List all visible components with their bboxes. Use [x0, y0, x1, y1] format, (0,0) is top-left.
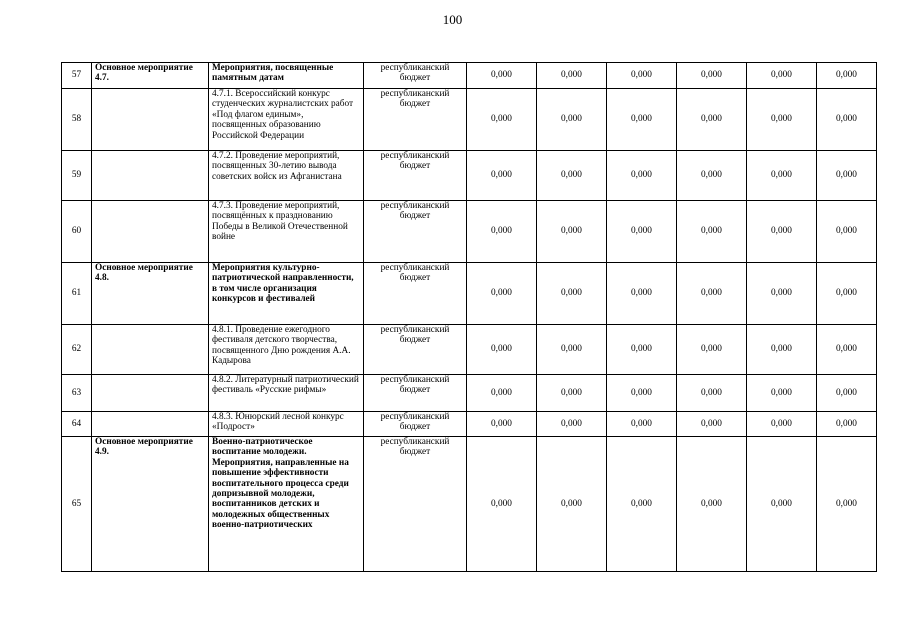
measure-description-cell: 4.7.3. Проведение мероприятий, посвящённых к празднованию Победы в Великой Отечественной войне — [209, 201, 364, 263]
amount-cell: 0,000 — [677, 437, 747, 572]
amount-cell: 0,000 — [537, 263, 607, 325]
amount-cell: 0,000 — [677, 263, 747, 325]
table-row — [62, 375, 877, 412]
measure-code-cell — [92, 151, 209, 201]
amount-cell: 0,000 — [747, 201, 817, 263]
amount-cell: 0,000 — [607, 89, 677, 151]
table-row — [62, 325, 877, 375]
measure-description-cell: 4.8.1. Проведение ежегодного фестиваля детского творчества, посвященного Дню рождения А.А. Кадырова — [209, 325, 364, 375]
funding-source-cell: республиканский бюджет — [364, 412, 467, 437]
amount-cell: 0,000 — [747, 412, 817, 437]
amount-cell: 0,000 — [537, 201, 607, 263]
amount-cell: 0,000 — [537, 63, 607, 89]
amount-cell: 0,000 — [817, 437, 877, 572]
measure-description-cell: Мероприятия, посвященные памятным датам — [209, 63, 364, 89]
amount-cell: 0,000 — [467, 412, 537, 437]
amount-cell: 0,000 — [607, 437, 677, 572]
measure-description-cell: 4.8.2. Литературный патриотический фестиваль «Русские рифмы» — [209, 375, 364, 412]
amount-cell: 0,000 — [747, 263, 817, 325]
measure-code-cell — [92, 375, 209, 412]
amount-cell: 0,000 — [677, 151, 747, 201]
amount-cell: 0,000 — [817, 89, 877, 151]
amount-cell: 0,000 — [607, 263, 677, 325]
amount-cell: 0,000 — [467, 63, 537, 89]
amount-cell: 0,000 — [467, 325, 537, 375]
row-number-cell: 64 — [62, 412, 92, 437]
funding-source-cell: республиканский бюджет — [364, 375, 467, 412]
amount-cell: 0,000 — [537, 437, 607, 572]
measure-code-cell — [92, 325, 209, 375]
row-number-cell: 63 — [62, 375, 92, 412]
table-row — [62, 63, 877, 89]
amount-cell: 0,000 — [677, 412, 747, 437]
row-number-cell: 62 — [62, 325, 92, 375]
amount-cell: 0,000 — [607, 201, 677, 263]
table-row — [62, 412, 877, 437]
amount-cell: 0,000 — [817, 263, 877, 325]
amount-cell: 0,000 — [467, 375, 537, 412]
row-number-cell: 65 — [62, 437, 92, 572]
row-number-cell: 57 — [62, 63, 92, 89]
row-number-cell: 59 — [62, 151, 92, 201]
measure-description-cell: 4.8.3. Юнюрский лесной конкурс «Подрост» — [209, 412, 364, 437]
amount-cell: 0,000 — [537, 375, 607, 412]
measure-code-cell: Основное мероприятие 4.8. — [92, 263, 209, 325]
measure-code-cell: Основное мероприятие 4.7. — [92, 63, 209, 89]
amount-cell: 0,000 — [747, 437, 817, 572]
amount-cell: 0,000 — [607, 412, 677, 437]
measure-code-cell — [92, 89, 209, 151]
amount-cell: 0,000 — [677, 325, 747, 375]
funding-source-cell: республиканский бюджет — [364, 89, 467, 151]
amount-cell: 0,000 — [747, 325, 817, 375]
amount-cell: 0,000 — [817, 412, 877, 437]
table-body — [62, 63, 877, 572]
table-row — [62, 201, 877, 263]
amount-cell: 0,000 — [817, 201, 877, 263]
measure-code-cell — [92, 201, 209, 263]
amount-cell: 0,000 — [747, 63, 817, 89]
amount-cell: 0,000 — [747, 89, 817, 151]
amount-cell: 0,000 — [537, 151, 607, 201]
amount-cell: 0,000 — [677, 63, 747, 89]
amount-cell: 0,000 — [467, 201, 537, 263]
row-number-cell: 58 — [62, 89, 92, 151]
funding-source-cell: республиканский бюджет — [364, 437, 467, 572]
budget-table — [61, 62, 877, 572]
amount-cell: 0,000 — [747, 375, 817, 412]
row-number-cell: 60 — [62, 201, 92, 263]
amount-cell: 0,000 — [467, 151, 537, 201]
amount-cell: 0,000 — [747, 151, 817, 201]
measure-code-cell — [92, 412, 209, 437]
amount-cell: 0,000 — [607, 63, 677, 89]
amount-cell: 0,000 — [467, 263, 537, 325]
amount-cell: 0,000 — [537, 325, 607, 375]
measure-description-cell: Мероприятия культурно-патриотической направленности, в том числе организация конкурсов и фестивалей — [209, 263, 364, 325]
table-row — [62, 437, 877, 572]
amount-cell: 0,000 — [817, 63, 877, 89]
amount-cell: 0,000 — [677, 201, 747, 263]
amount-cell: 0,000 — [537, 89, 607, 151]
amount-cell: 0,000 — [817, 151, 877, 201]
page-number: 100 — [442, 12, 463, 27]
measure-code-cell: Основное мероприятие 4.9. — [92, 437, 209, 572]
table-row — [62, 89, 877, 151]
table-row — [62, 151, 877, 201]
amount-cell: 0,000 — [607, 151, 677, 201]
amount-cell: 0,000 — [467, 437, 537, 572]
amount-cell: 0,000 — [607, 375, 677, 412]
funding-source-cell: республиканский бюджет — [364, 325, 467, 375]
funding-source-cell: республиканский бюджет — [364, 263, 467, 325]
measure-description-cell: 4.7.2. Проведение мероприятий, посвященных 30-летию вывода советских войск из Афганистана — [209, 151, 364, 201]
amount-cell: 0,000 — [607, 325, 677, 375]
amount-cell: 0,000 — [467, 89, 537, 151]
amount-cell: 0,000 — [677, 89, 747, 151]
amount-cell: 0,000 — [537, 412, 607, 437]
funding-source-cell: республиканский бюджет — [364, 151, 467, 201]
measure-description-cell: Военно-патриотическое воспитание молодежи. Мероприятия, направленные на повышение эффективности воспитательного процесса среди допризывной молодежи, воспитанников детских и молодежных общественных военно-патриотических — [209, 437, 364, 572]
funding-source-cell: республиканский бюджет — [364, 63, 467, 89]
amount-cell: 0,000 — [677, 375, 747, 412]
measure-description-cell: 4.7.1. Всероссийский конкурс студенческих журналистских работ «Под флагом единым», посвященных образованию Российской Федерации — [209, 89, 364, 151]
table-row — [62, 263, 877, 325]
amount-cell: 0,000 — [817, 325, 877, 375]
amount-cell: 0,000 — [817, 375, 877, 412]
funding-source-cell: республиканский бюджет — [364, 201, 467, 263]
row-number-cell: 61 — [62, 263, 92, 325]
